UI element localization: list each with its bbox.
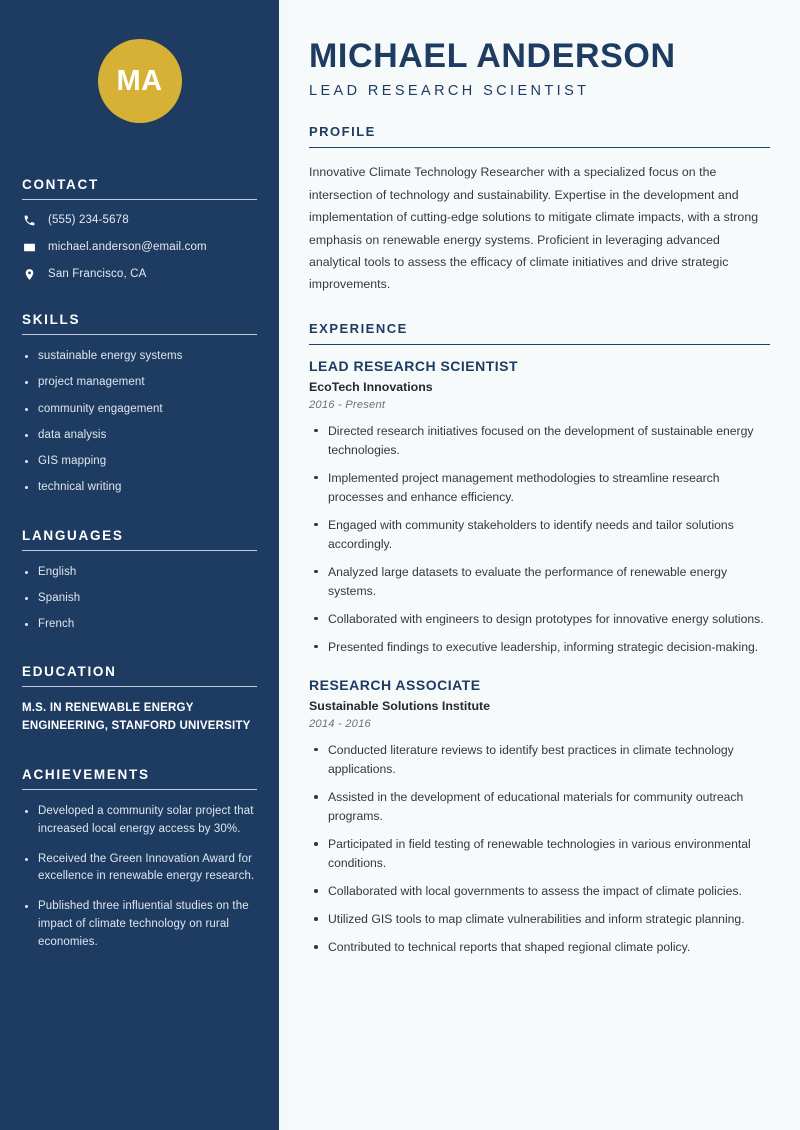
job-bullet-list xyxy=(309,422,770,657)
main-content xyxy=(287,0,800,1130)
page-title: MICHAEL ANDERSON xyxy=(309,37,676,75)
contact-location-value: San Francisco, CA xyxy=(48,268,147,280)
skills-divider xyxy=(22,334,257,335)
list-item: Implemented project management methodologies to streamline research processes and enhance efficiency. xyxy=(309,469,770,507)
sidebar xyxy=(0,0,279,1130)
languages-section xyxy=(22,528,257,634)
experience-section xyxy=(309,321,770,958)
experience-divider xyxy=(309,344,770,345)
languages-list xyxy=(22,564,257,634)
profile-heading: PROFILE xyxy=(309,124,376,140)
envelope-icon xyxy=(22,240,36,254)
list-item: technical writing xyxy=(22,479,257,496)
list-item: Collaborated with local governments to assess the impact of climate policies. xyxy=(309,882,770,901)
column-gap xyxy=(279,0,287,1130)
skills-heading: SKILLS xyxy=(22,312,81,327)
contact-heading: CONTACT xyxy=(22,177,99,192)
experience-entry xyxy=(309,358,770,657)
list-item: Contributed to technical reports that shaped regional climate policy. xyxy=(309,938,770,957)
contact-section xyxy=(22,177,257,281)
list-item: Spanish xyxy=(22,590,257,607)
achievements-list xyxy=(22,803,257,952)
list-item: GIS mapping xyxy=(22,453,257,470)
list-item: French xyxy=(22,616,257,633)
list-item: Engaged with community stakeholders to identify needs and tailor solutions accordingly. xyxy=(309,516,770,554)
job-bullet-list xyxy=(309,741,770,957)
list-item: sustainable energy systems xyxy=(22,348,257,365)
experience-entry xyxy=(309,677,770,957)
map-pin-icon xyxy=(22,267,36,281)
profile-text: Innovative Climate Technology Researcher with a specialized focus on the intersection of technology and sustainability. Expertise in the development and implementation of cutting-edge solutions to mitigate climate impacts, with a strong emphasis on renewable energy systems. Proficient in leveraging advanced analytical tools to assess the efficacy of climate initiatives and drive strategic improvements. xyxy=(309,165,759,292)
contact-location-row[interactable] xyxy=(22,267,257,281)
profile-section xyxy=(309,124,770,295)
phone-icon xyxy=(22,213,36,227)
list-item: Analyzed large datasets to evaluate the performance of renewable energy systems. xyxy=(309,563,770,601)
achievements-heading: ACHIEVEMENTS xyxy=(22,766,150,782)
job-subtitle: LEAD RESEARCH SCIENTIST xyxy=(309,83,590,100)
languages-divider xyxy=(22,550,257,551)
job-title: RESEARCH ASSOCIATE xyxy=(309,676,481,693)
list-item: Conducted literature reviews to identify best practices in climate technology applications. xyxy=(309,741,770,779)
job-dates: 2016 - Present xyxy=(309,398,386,411)
list-item: data analysis xyxy=(22,427,257,444)
achievements-section xyxy=(22,767,257,952)
skills-list xyxy=(22,348,257,497)
job-company: EcoTech Innovations xyxy=(309,379,433,394)
skills-section xyxy=(22,312,257,497)
list-item: Participated in field testing of renewable technologies in various environmental conditions. xyxy=(309,835,770,873)
list-item: project management xyxy=(22,374,257,391)
list-item: Published three influential studies on the impact of climate technology on rural economies. xyxy=(22,898,257,951)
education-heading: EDUCATION xyxy=(22,664,117,680)
job-company: Sustainable Solutions Institute xyxy=(309,698,491,713)
achievements-divider xyxy=(22,789,257,790)
list-item: Presented findings to executive leadership, informing strategic decision-making. xyxy=(309,638,770,657)
contact-divider xyxy=(22,199,257,200)
education-divider xyxy=(22,686,257,687)
profile-divider xyxy=(309,147,770,148)
list-item: community engagement xyxy=(22,401,257,418)
avatar: MA xyxy=(98,39,182,123)
list-item: Assisted in the development of educational materials for community outreach programs. xyxy=(309,788,770,826)
experience-heading: EXPERIENCE xyxy=(309,320,408,336)
list-item: Received the Green Innovation Award for excellence in renewable energy research. xyxy=(22,851,257,887)
education-section xyxy=(22,664,257,736)
contact-phone-row[interactable] xyxy=(22,213,257,227)
contact-phone-value: (555) 234-5678 xyxy=(48,214,129,226)
list-item: Utilized GIS tools to map climate vulnerabilities and inform strategic planning. xyxy=(309,910,770,929)
job-dates: 2014 - 2016 xyxy=(309,717,371,730)
list-item: Directed research initiatives focused on the development of sustainable energy technologies. xyxy=(309,422,770,460)
avatar-container xyxy=(22,0,257,123)
list-item: Collaborated with engineers to design prototypes for innovative energy solutions. xyxy=(309,610,770,629)
list-item: English xyxy=(22,564,257,581)
job-title: LEAD RESEARCH SCIENTIST xyxy=(309,357,519,374)
education-entry: M.S. IN RENEWABLE ENERGY ENGINEERING, STANFORD UNIVERSITY xyxy=(22,702,251,733)
contact-email-row[interactable] xyxy=(22,240,257,254)
list-item: Developed a community solar project that increased local energy access by 30%. xyxy=(22,803,257,839)
languages-heading: LANGUAGES xyxy=(22,527,124,543)
contact-email-value: michael.anderson@email.com xyxy=(48,241,207,253)
